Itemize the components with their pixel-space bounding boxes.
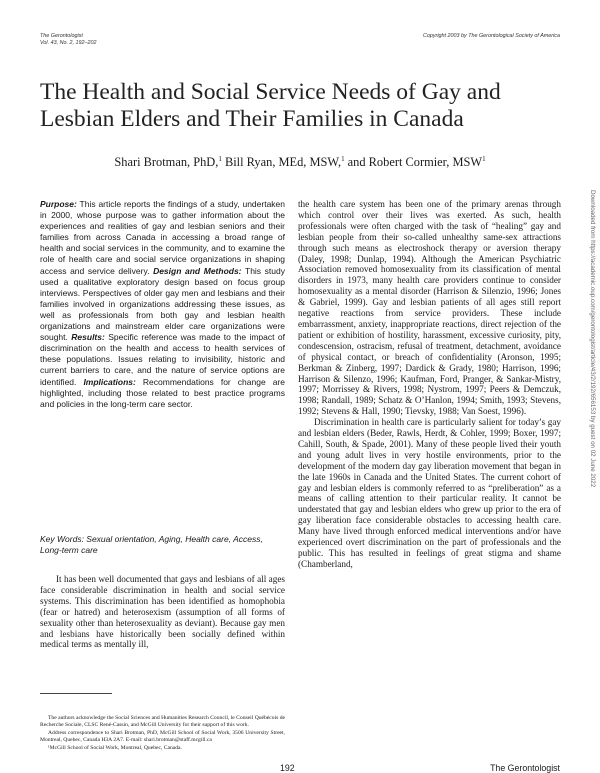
- abstract-methods-label: Design and Methods:: [153, 265, 242, 276]
- author-2-affiliation: 1: [341, 155, 345, 163]
- footnote-correspondence: Address correspondence to Shari Brotman, PhD, McGill School of Social Work, 3506 University Street, Montreal, Quebec, Canada H3A 2A7. E-mail: shari.brotman@staff.mcgill.ca: [40, 729, 285, 744]
- abstract-implications-label: Implications:: [83, 376, 136, 387]
- body-paragraph: the health care system has been one of the primary arenas through which control over their lives was exerted. As such, health professionals were often charged with the task of “healing” gay and lesbian people from their so-called unhealthy same-sex attractions through such means as electroshock therapy or aversion therapy (Daley, 1998; Dunlap, 1994). Although the American Psychiatric Association removed homosexuality from its classification of mental disorders in 1973, many health care providers continue to consider homosexuality as a mental disorder (Harrison & Silenzio, 1996; Jones & Gabriel, 1999). Gay and lesbian patients of all ages still report negative reactions from service providers. These include embarrassment, anxiety, inappropriate reactions, direct rejection of the patient or exhibition of hostility, harassment, excessive curiosity, pity, condescension, ostracism, refusal of treatment, detachment, avoidance of physical contact, or breach of confidentiality (Aronson, 1995; Berkman & Zinberg, 1997; Dardick & Grady, 1980; Harrison, 1996; Harrison & Silenzo, 1996; Kaufman, Ford, Pranger, & Sankar-Mistry, 1997; Morrissey & Rivers, 1998; Nystrom, 1997; Peers & Demczuk, 1998; Randall, 1989; Schatz & O’Hanlon, 1994; Smith, 1993; Stevens, 1992; Stevens & Hall, 1990; Tievsky, 1988; Van Soest, 1996).: [298, 199, 561, 417]
- abstract-results-label: Results:: [71, 332, 105, 343]
- volume-info: Vol. 43, No. 2, 192–202: [40, 40, 97, 46]
- author-line: [40, 155, 560, 170]
- footnote-divider: [40, 693, 112, 694]
- footnote-acknowledgment: The authors acknowledge the Social Sciences and Humanities Research Council, le Conseil Québécois de Recherche Sociale, CLSC René-Cassin, and McGill University for their support of this work.: [40, 715, 285, 729]
- download-watermark-text: Downloaded from https://academic.oup.com/gerontologist/article/43/2/192/656153 by guest on 02 June 2022: [589, 190, 596, 488]
- keywords: Key Words: Sexual orientation, Aging, Health care, Access, Long-term care: [40, 534, 263, 556]
- copyright-notice: Copyright 2003 by The Gerontological Society of America: [422, 33, 560, 39]
- author-1-affiliation: 1: [218, 155, 222, 163]
- abstract-purpose: This article reports the findings of a study, undertaken in 2000, whose purpose was to gather information about the experiences and realities of gay and lesbian seniors and their families from across Canada in accessing a broad range of health and social services in the community, and to examine the role of health care and social service organizations in shaping access and service delivery.: [40, 199, 285, 276]
- footnotes: [40, 715, 285, 752]
- running-header-left: [40, 33, 96, 47]
- abstract: [40, 199, 285, 410]
- footer-journal-name: The Gerontologist: [490, 763, 560, 773]
- body-paragraph: Discrimination in health care is particularly salient for today’s gay and lesbian elders (Beder, Rawls, Herdt, & Cohler, 1999; Boxer, 1997; Cahill, South, & Spade, 2001). Many of these people lived their youth and young adult lives in very hostile environments, prior to the development of the modern day gay liberation movement that began in the late 1960s in Canada and the United States. The current cohort of gay and lesbian elders is commonly referred to as “preliberation” as a means of calling attention to their particular reality. It cannot be understated that gay and lesbian elders who grew up prior to the era of gay liberation face considerable obstacles to accessing health care. Many have lived through enforced medical interventions and/or have experienced overt discrimination on the part of professionals and the public. This has resulted in feelings of great stigma and shame (Chamberland,: [298, 417, 561, 569]
- footnote-affiliation: ¹McGill School of Social Work, Montreal, Quebec, Canada.: [48, 744, 182, 751]
- author-3: and Robert Cormier, MSW: [347, 155, 483, 170]
- abstract-implications: Recommendations for change are highlighted, including those related to best practice programs and policies in the long-term care sector.: [40, 376, 285, 409]
- download-watermark: [586, 190, 598, 590]
- abstract-purpose-label: Purpose:: [40, 199, 77, 209]
- abstract-methods: This study used a qualitative exploratory design based on focus group interviews. Perspectives of older gay men and lesbians and their families involved in organizations addressing these issues, as well as professionals from both gay and lesbian health organizations and mainstream elder care organizations were sought.: [40, 265, 285, 343]
- abstract-results: Specific reference was made to the impact of discrimination on the health and access to health services of these populations. Issues relating to invisibility, historic and current barriers to care, and the nature of service options are identified.: [40, 332, 285, 387]
- author-1: Shari Brotman, PhD,: [114, 155, 219, 170]
- body-column-left: [40, 574, 285, 650]
- article-title: The Health and Social Service Needs of Gay and Lesbian Elders and Their Families in Canada: [40, 79, 501, 132]
- author-2: Bill Ryan, MEd, MSW,: [224, 155, 342, 170]
- page-number: 192: [280, 763, 295, 773]
- journal-name: The Gerontologist: [40, 33, 83, 39]
- author-3-affiliation: 1: [482, 155, 486, 163]
- body-paragraph: It has been well documented that gays and lesbians of all ages face considerable discrimination in health and social service systems. This discrimination has been identified as homophobia (fear or hatred) and heterosexism (assumption of all forms of sexuality other than heterosexuality as deviant). Because gay men and lesbians have historically been socially defined within medical terms as mentally ill,: [40, 574, 285, 650]
- body-column-right: [298, 199, 561, 570]
